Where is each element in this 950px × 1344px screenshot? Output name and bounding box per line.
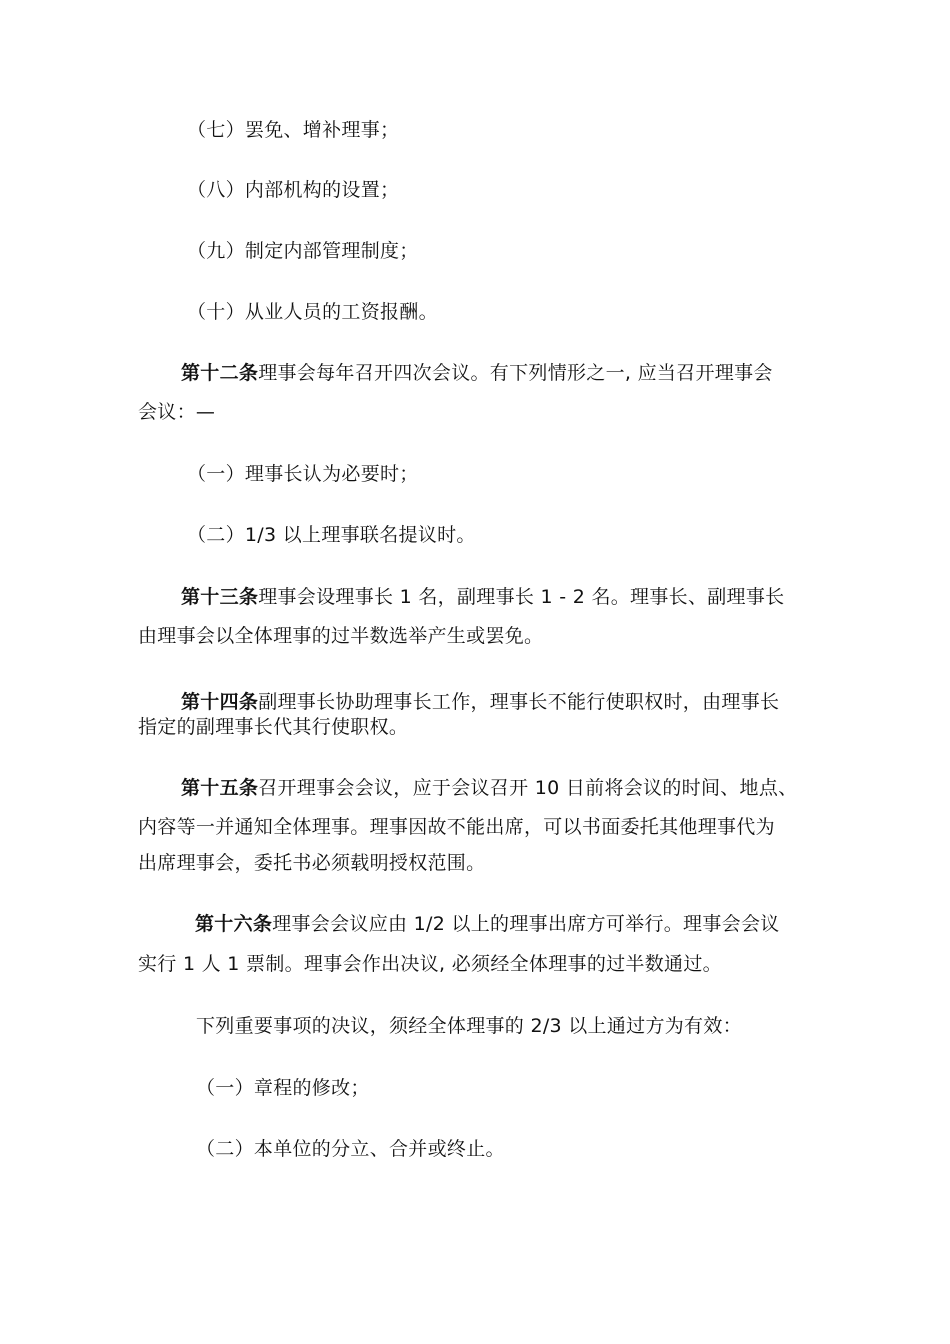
list-item-8: （八）内部机构的设置；	[187, 179, 400, 201]
list-item-10: （十）从业人员的工资报酬。	[187, 301, 438, 323]
article-12-line-1	[181, 360, 773, 386]
article-16-text: 理事会会议应由 1/2 以上的理事出席方可举行。理事会会议	[272, 913, 780, 935]
article-16-paragraph-2: 下列重要事项的决议，须经全体理事的 2/3 以上通过方为有效：	[196, 1015, 742, 1037]
article-13-line-2: 由理事会以全体理事的过半数选举产生或罢免。	[138, 625, 544, 647]
article-12-line-2: 会议：—	[138, 401, 216, 423]
article-16-item-2: （二）本单位的分立、合并或终止。	[196, 1138, 505, 1160]
article-15-line-3: 出席理事会，委托书必须载明授权范围。	[138, 852, 486, 874]
article-12-heading: 第十二条	[181, 362, 259, 384]
article-12-item-1: （一）理事长认为必要时；	[187, 463, 419, 485]
article-15-heading: 第十五条	[181, 777, 259, 799]
article-15-text: 召开理事会会议，应于会议召开 10 日前将会议的时间、地点、	[258, 777, 798, 799]
article-14-heading: 第十四条	[181, 691, 259, 713]
article-16-line-1	[195, 911, 780, 937]
article-15-line-1	[181, 775, 797, 801]
article-16-item-1: （一）章程的修改；	[196, 1077, 370, 1099]
list-item-7: （七）罢免、增补理事；	[187, 119, 400, 141]
article-13-heading: 第十三条	[181, 586, 259, 608]
article-16-heading: 第十六条	[195, 913, 273, 935]
list-item-9: （九）制定内部管理制度；	[187, 240, 419, 262]
article-12-item-2: （二）1/3 以上理事联名提议时。	[187, 524, 476, 546]
article-16-line-2: 实行 1 人 1 票制。理事会作出决议, 必须经全体理事的过半数通过。	[138, 953, 722, 975]
article-12-text: 理事会每年召开四次会议。有下列情形之一, 应当召开理事会	[258, 362, 773, 384]
article-14-line-2: 指定的副理事长代其行使职权。	[138, 716, 409, 738]
article-15-line-2: 内容等一并通知全体理事。理事因故不能出席，可以书面委托其他理事代为	[138, 816, 775, 838]
article-14-text: 副理事长协助理事长工作，理事长不能行使职权时，由理事长	[258, 691, 780, 713]
article-13-line-1	[181, 584, 784, 610]
article-13-text: 理事会设理事长 1 名，副理事长 1 - 2 名。理事长、副理事长	[258, 586, 785, 608]
article-14-line-1	[181, 689, 779, 715]
